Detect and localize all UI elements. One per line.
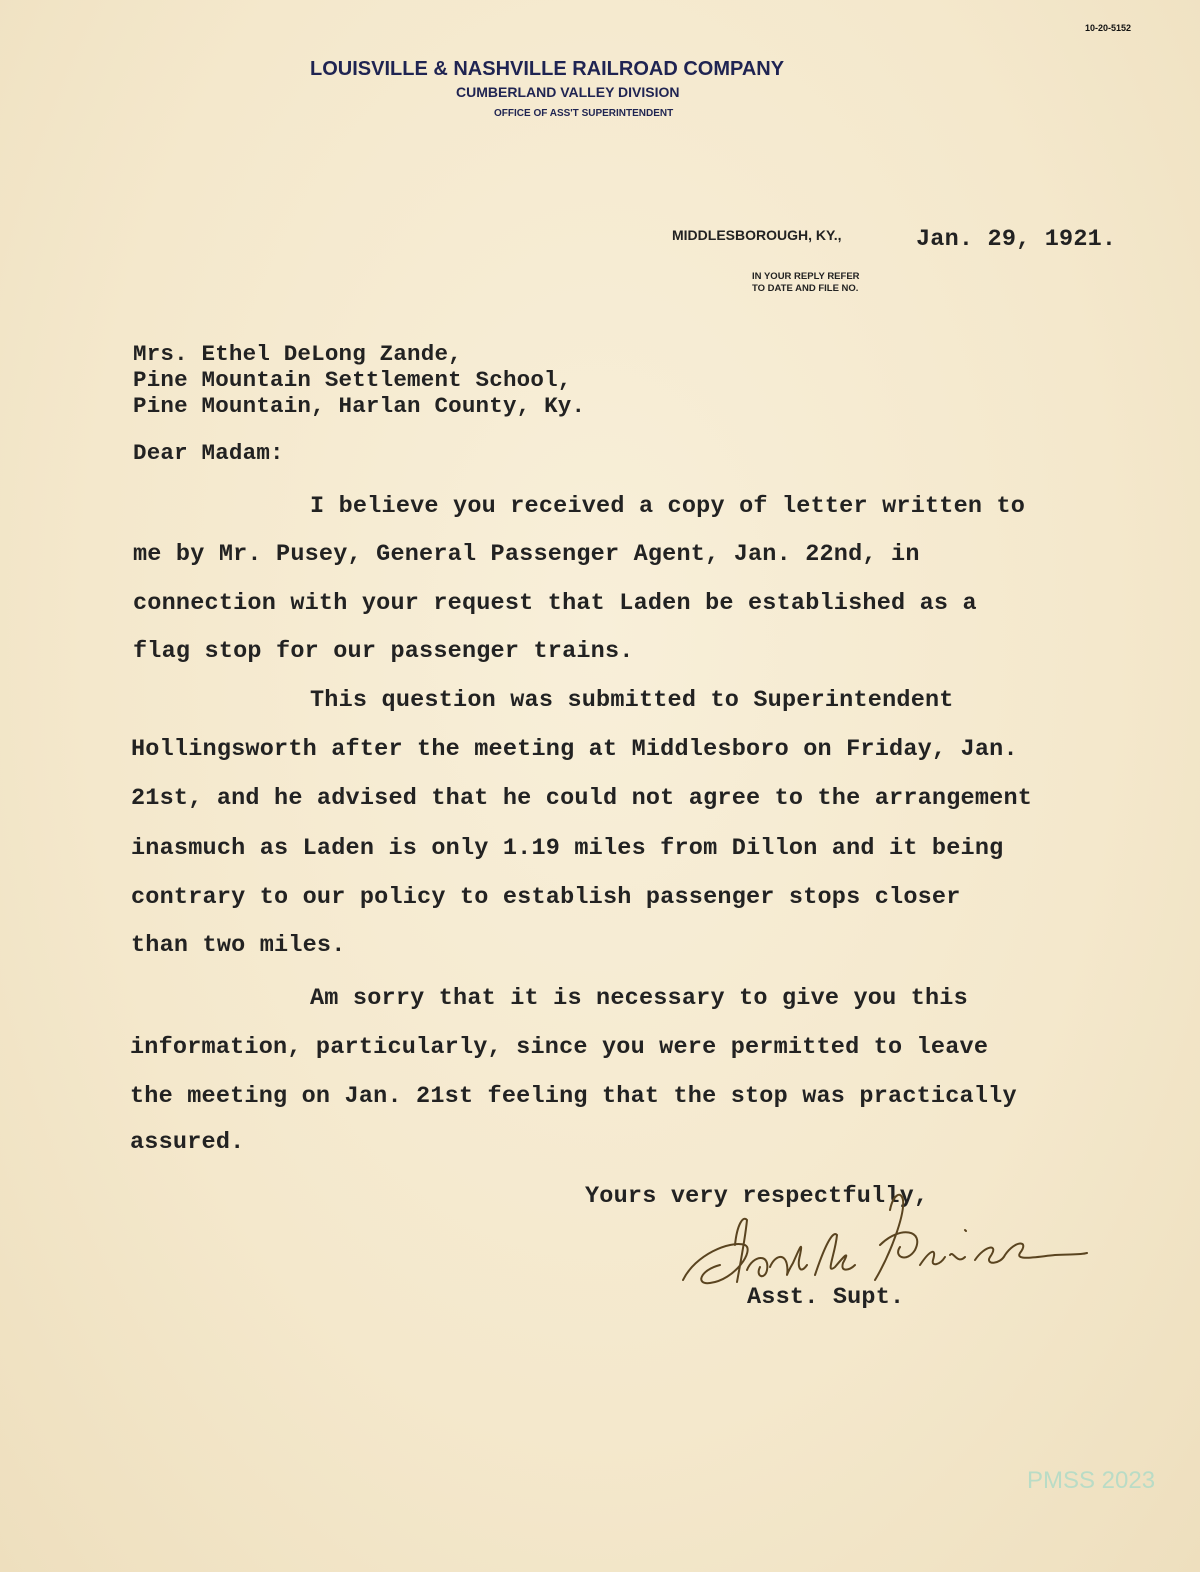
closing: Yours very respectfully, [585, 1183, 929, 1210]
body-line: flag stop for our passenger trains. [133, 638, 634, 665]
body-line: inasmuch as Laden is only 1.19 miles from Dillon and it being [131, 835, 1004, 862]
place: MIDDLESBOROUGH, KY., [672, 227, 842, 243]
body-line: me by Mr. Pusey, General Passenger Agent, Jan. 22nd, in [133, 541, 920, 568]
body-line: This question was submitted to Superintendent [310, 687, 954, 714]
address-line: Mrs. Ethel DeLong Zande, [133, 341, 462, 367]
body-line: 21st, and he advised that he could not agree to the arrangement [131, 785, 1033, 812]
body-line: than two miles. [131, 932, 346, 959]
signature [675, 1185, 1095, 1295]
reply-note-2: TO DATE AND FILE NO. [752, 283, 859, 294]
body-line: assured. [130, 1129, 245, 1156]
body-line: connection with your request that Laden be established as a [133, 590, 977, 617]
letterhead-division: CUMBERLAND VALLEY DIVISION [456, 84, 680, 100]
body-line: contrary to our policy to establish passenger stops closer [131, 884, 961, 911]
letterhead-office: OFFICE OF ASS'T SUPERINTENDENT [494, 108, 674, 119]
body-line: I believe you received a copy of letter written to [310, 493, 1026, 520]
watermark: PMSS 2023 [1027, 1467, 1156, 1494]
address-line: Pine Mountain Settlement School, [133, 367, 572, 393]
letterhead-company: LOUISVILLE & NASHVILLE RAILROAD COMPANY [310, 58, 785, 80]
form-code: 10-20-5152 [1085, 23, 1132, 33]
body-line: the meeting on Jan. 21st feeling that the stop was practically [130, 1083, 1017, 1110]
signer-title: Asst. Supt. [747, 1284, 905, 1311]
body-line: information, particularly, since you were permitted to leave [130, 1034, 989, 1061]
body-line: Hollingsworth after the meeting at Middlesboro on Friday, Jan. [131, 736, 1018, 763]
address-line: Pine Mountain, Harlan County, Ky. [133, 393, 586, 419]
body-line: Am sorry that it is necessary to give you this [310, 985, 968, 1012]
reply-note-1: IN YOUR REPLY REFER [752, 271, 860, 282]
date: Jan. 29, 1921. [916, 226, 1117, 253]
salutation: Dear Madam: [133, 440, 284, 466]
